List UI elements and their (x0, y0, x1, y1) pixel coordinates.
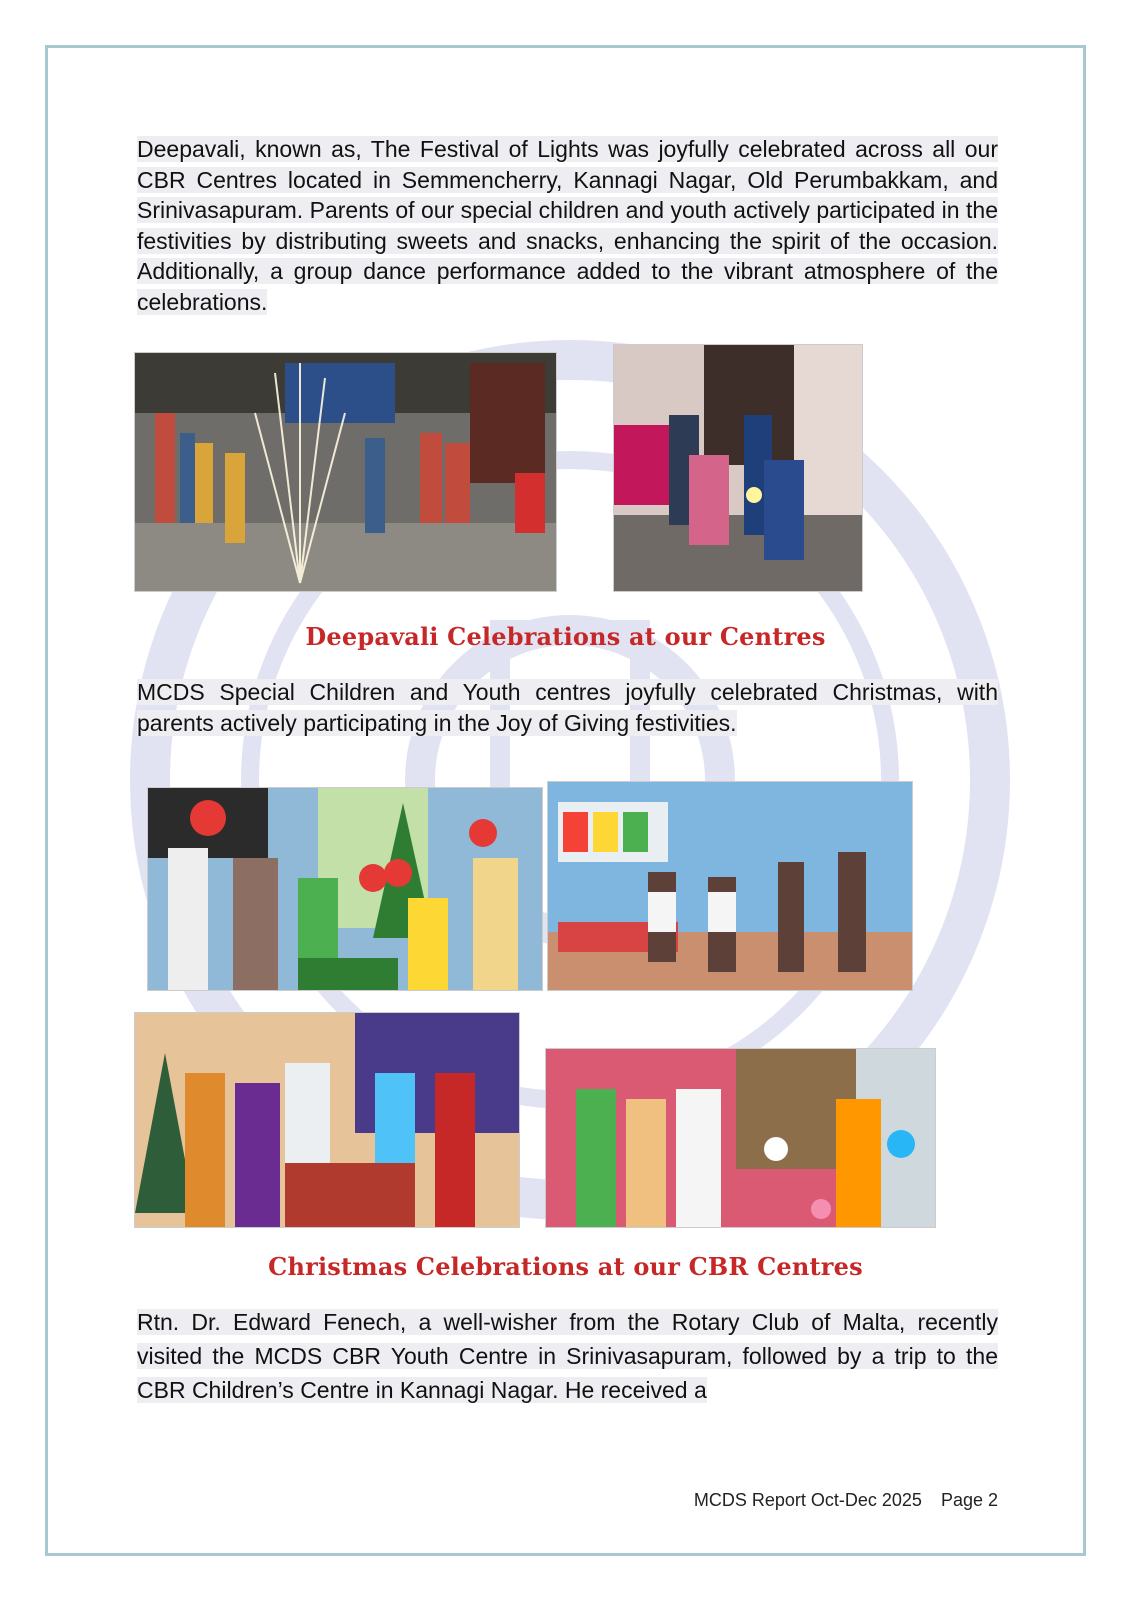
christmas-photo-visitor-cake (134, 1012, 520, 1228)
christmas-photo-crib (545, 1048, 936, 1228)
page-footer (694, 1490, 998, 1511)
christmas-photo-cake-cutting (147, 787, 543, 991)
deepavali-caption: Deepavali Celebrations at our Centres (305, 622, 826, 651)
deepavali-paragraph: Deepavali, known as, The Festival of Lights was joyfully celebrated across all our CBR Centres located in Semmencherry, Kannagi Nagar, Old Perumbakkam, and Srinivasapuram. Parents of our special children and youth actively participated in the festivities by distributing sweets and snacks, enhancing the spirit of the occasion. Additionally, a group dance performance added to the vibrant atmosphere of the celebrations. (137, 136, 998, 315)
footer-page-number: Page 2 (940, 1490, 998, 1510)
deepavali-photo-doorway (613, 344, 863, 592)
christmas-caption: Christmas Celebrations at our CBR Centres (268, 1252, 863, 1281)
christmas-paragraph: MCDS Special Children and Youth centres joyfully celebrated Christmas, with parents actively participating in the Joy of Giving festivities. (137, 679, 998, 736)
deepavali-photo-street (134, 352, 557, 592)
visitor-paragraph: Rtn. Dr. Edward Fenech, a well-wisher from the Rotary Club of Malta, recently visited the MCDS CBR Youth Centre in Srinivasapuram, followed by a trip to the CBR Children’s Centre in Kannagi Nagar. He received a (137, 1309, 998, 1403)
footer-report-title: MCDS Report Oct-Dec 2025 (693, 1490, 922, 1510)
christmas-photo-dance (547, 781, 913, 991)
